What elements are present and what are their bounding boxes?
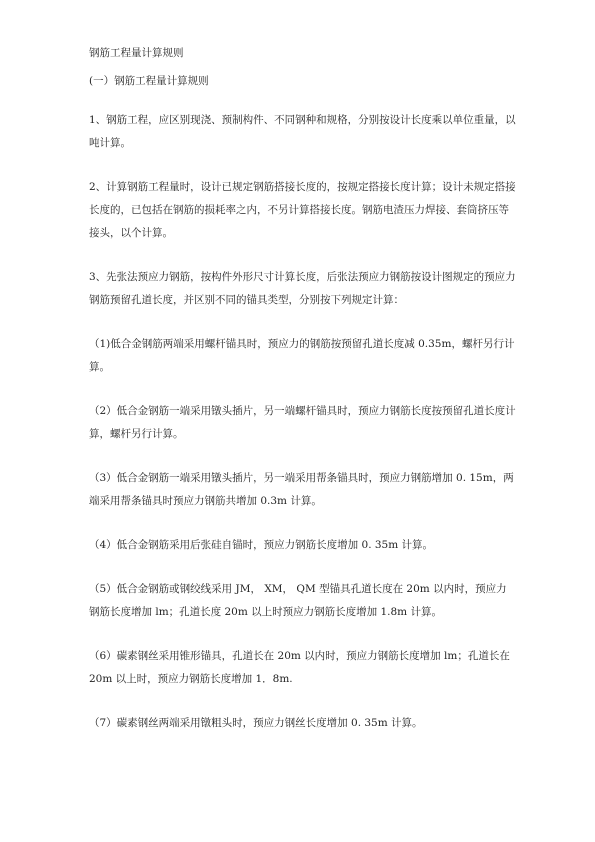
paragraph-item-7: （7）碳素钢丝两端采用镦粗头时，预应力钢丝长度增加 0. 35m 计算。 [89,717,423,729]
section-heading: (一）钢筋工程量计算规则 [89,75,209,87]
document-title: 钢筋工程量计算规则 [89,47,184,59]
paragraph-item-4: （4）低合金钢筋采用后张硅自锚时，预应力钢筋长度增加 0. 35m 计算。 [89,539,434,551]
paragraph-item-6: （6）碳素钢丝采用锥形锚具，孔道长在 20m 以内时，预应力钢筋长度增加 lm；孔道长在 20m 以上时，预应力钢筋长度增加 1．8m. [89,650,510,685]
paragraph-3: 3、先张法预应力钢筋，按构件外形尺寸计算长度，后张法预应力钢筋按设计图规定的预应力钢筋预留孔道长度，并区别不同的锚具类型，分别按下列规定计算： [89,271,516,306]
paragraph-item-1: （1)低合金钢筋两端采用螺杆锚具时，预应力的钢筋按预留孔道长度减 0.35m，螺杆另行计算。 [89,338,515,373]
paragraph-2: 2、计算钢筋工程量时，设计已规定钢筋搭接长度的，按规定搭接长度计算；设计未规定搭接长度的，已包括在钢筋的损耗率之内，不另计算搭接长度。钢筋电渣压力焊接、套筒挤压等接头，以个计算。 [89,181,516,239]
paragraph-item-2: （2）低合金钢筋一端采用镦头插片，另一端螺杆锚具时，预应力钢筋长度按预留孔道长度计算，螺杆另行计算。 [89,405,516,440]
paragraph-item-5: （5）低合金钢筋或钢绞线采用 JM， XM， QM 型锚具孔道长度在 20m 以内时，预应力钢筋长度增加 lm；孔道长度 20m 以上时预应力钢筋长度增加 1.8m 计算。 [89,583,507,618]
paragraph-1: 1、钢筋工程，应区别现浇、预制构件、不同钢种和规格，分别按设计长度乘以单位重量，以吨计算。 [89,114,516,149]
document-page [89,46,517,756]
paragraph-item-3: （3）低合金钢筋一端采用镦头插片，另一端采用帮条锚具时，预应力钢筋增加 0. 15m，两端采用帮条锚具时预应力钢筋共增加 0.3m 计算。 [89,472,514,507]
